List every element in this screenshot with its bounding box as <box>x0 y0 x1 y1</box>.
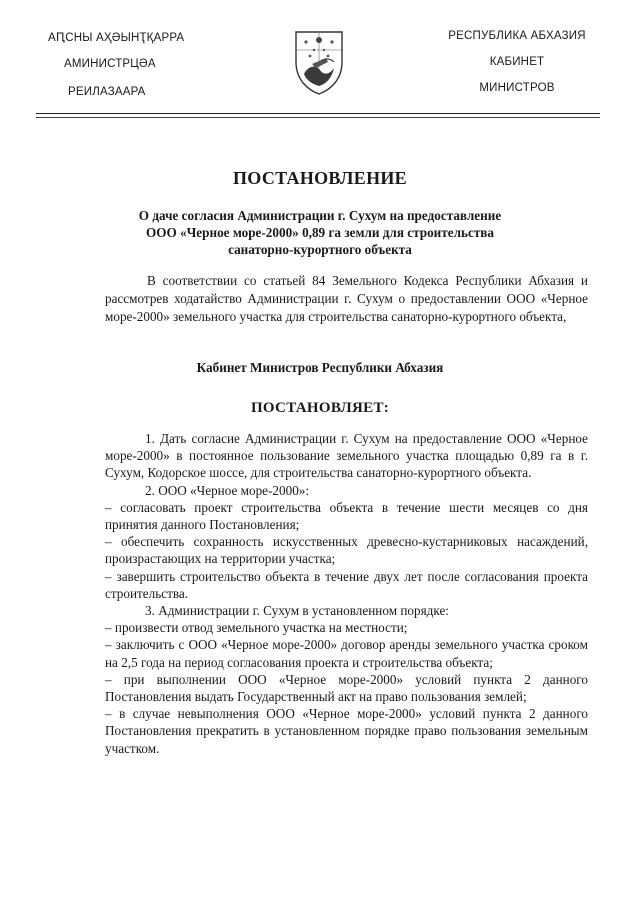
header-left-line-2: АМИНИСТРЦӘА <box>64 58 156 70</box>
item-3-dash-2: – заключить с ООО «Черное море-2000» договор аренды земельного участка сроком на 2,5 года на период согласования проекта и строительства объекта; <box>105 637 588 670</box>
item-3-dash-1: – произвести отвод земельного участка на местности; <box>105 620 408 636</box>
item-2-dash-2: – обеспечить сохранность искусственных древесно-кустарниковых насаждений, произрастающих на территории участка; <box>105 534 588 567</box>
item-1: 1. Дать согласие Администрации г. Сухум на предоставление ООО «Черное море-2000» в постоянное пользование земельного участка площадью 0,89 га в г. Сухум, Кодорское шоссе, для строительства санаторно-курортного объекта. <box>105 431 588 481</box>
header-left-line-3: РЕИЛАЗААРА <box>68 86 146 98</box>
header-right-line-1: РЕСПУБЛИКА АБХАЗИЯ <box>448 30 586 42</box>
coat-of-arms-emblem <box>290 28 348 96</box>
issuing-body: Кабинет Министров Республики Абхазия <box>196 360 444 375</box>
item-3-dash-4: – в случае невыполнения ООО «Черное море-2000» условий пункта 2 данного Постановления прекратить в установленном порядке право пользования земельным участком. <box>105 706 588 756</box>
item-3: 3. Администрации г. Сухум в установленном порядке: <box>145 603 449 619</box>
header-right-line-2: КАБИНЕТ <box>489 56 545 68</box>
resolves-heading: ПОСТАНОВЛЯЕТ: <box>250 400 390 416</box>
document-title: ПОСТАНОВЛЕНИЕ <box>233 168 407 188</box>
header-divider-thin <box>36 117 600 118</box>
header-left-line-1: АԤСНЫ АҲӘЫНҬҚАРРА <box>48 32 185 44</box>
document-subject <box>110 207 530 258</box>
header-divider-thick <box>36 113 600 114</box>
header-right-line-3: МИНИСТРОВ <box>479 82 555 94</box>
item-2-dash-3: – завершить строительство объекта в течение двух лет после согласования проекта строительства. <box>105 568 588 601</box>
preamble-text: В соответствии со статьей 84 Земельного Кодекса Республики Абхазия и рассмотрев ходатайство Администрации г. Сухум о предоставлении ООО «Черное море-2000» земельного участка для строительства санаторно-курортного объекта, <box>105 273 588 324</box>
item-3-dash-3: – при выполнении ООО «Черное море-2000» условий пункта 2 данного Постановления выдать Государственный акт на право пользования землей; <box>105 671 588 705</box>
item-2: 2. ООО «Черное море-2000»: <box>145 482 310 498</box>
subject-line-1: О даче согласия Администрации г. Сухум на предоставление <box>138 208 502 223</box>
resolution-body <box>105 430 588 757</box>
subject-line-2: ООО «Черное море-2000» 0,89 га земли для строительства <box>145 225 495 240</box>
subject-line-3: санаторно-курортного объекта <box>228 242 412 257</box>
item-2-dash-1: – согласовать проект строительства объекта в течение шести месяцев со дня принятия данного Постановления; <box>105 499 588 533</box>
preamble <box>105 272 588 326</box>
